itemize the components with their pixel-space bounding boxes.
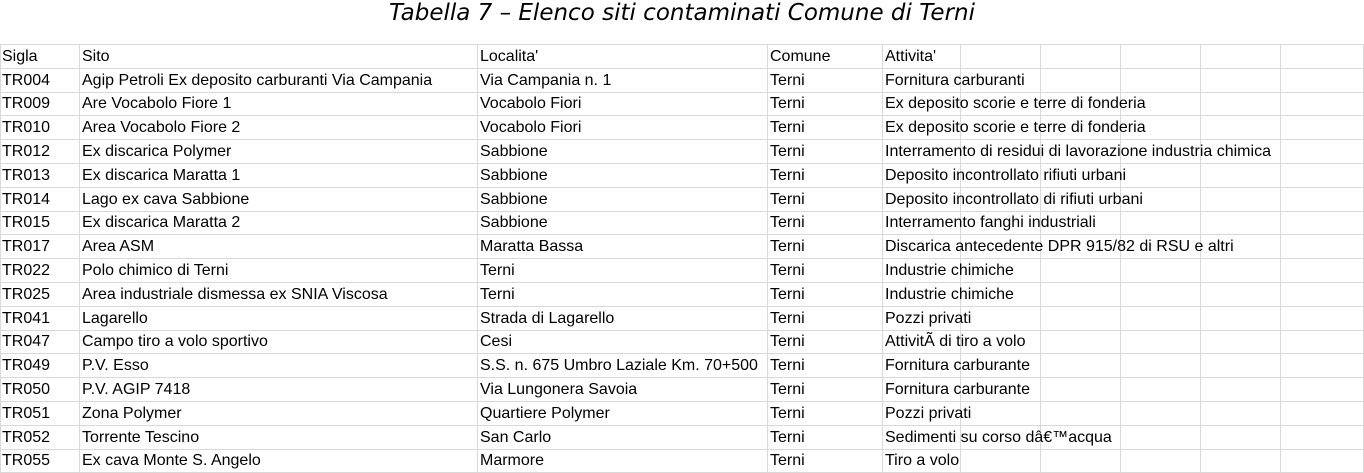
sito-cell[interactable]: P.V. AGIP 7418 bbox=[80, 378, 478, 402]
empty-cell[interactable] bbox=[1121, 68, 1201, 92]
localita-cell[interactable]: Maratta Bassa bbox=[478, 235, 768, 259]
empty-cell[interactable] bbox=[1281, 68, 1364, 92]
comune-cell[interactable]: Terni bbox=[768, 330, 883, 354]
empty-cell[interactable] bbox=[1201, 45, 1281, 69]
localita-cell[interactable]: Terni bbox=[478, 259, 768, 283]
table-row bbox=[1, 401, 1364, 425]
empty-cell[interactable] bbox=[1281, 306, 1364, 330]
table-row bbox=[1, 378, 1364, 402]
sigla-cell[interactable]: TR047 bbox=[1, 330, 80, 354]
table-row bbox=[1, 140, 1364, 164]
sito-cell[interactable]: Area ASM bbox=[80, 235, 478, 259]
comune-cell[interactable]: Terni bbox=[768, 187, 883, 211]
sito-cell[interactable]: Polo chimico di Terni bbox=[80, 259, 478, 283]
comune-cell[interactable]: Terni bbox=[768, 449, 883, 473]
table-row bbox=[1, 92, 1364, 116]
empty-cell[interactable] bbox=[1201, 259, 1281, 283]
empty-cell[interactable] bbox=[1041, 354, 1121, 378]
localita-cell[interactable]: Sabbione bbox=[478, 140, 768, 164]
sito-cell[interactable]: Ex discarica Polymer bbox=[80, 140, 478, 164]
empty-cell[interactable] bbox=[1281, 425, 1364, 449]
empty-cell[interactable] bbox=[1281, 187, 1364, 211]
comune-cell[interactable]: Terni bbox=[768, 282, 883, 306]
sigla-cell[interactable]: TR055 bbox=[1, 449, 80, 473]
empty-cell[interactable] bbox=[1041, 401, 1121, 425]
empty-cell[interactable] bbox=[1201, 449, 1281, 473]
empty-cell[interactable] bbox=[1281, 211, 1364, 235]
sito-cell[interactable]: Campo tiro a volo sportivo bbox=[80, 330, 478, 354]
table-title: Tabella 7 – Elenco siti contaminati Comune di Terni bbox=[388, 0, 976, 26]
sigla-cell[interactable]: TR025 bbox=[1, 282, 80, 306]
localita-cell[interactable]: Via Campania n. 1 bbox=[478, 68, 768, 92]
attivita-cell[interactable]: Fornitura carburante bbox=[883, 354, 961, 378]
table-row bbox=[1, 211, 1364, 235]
sigla-cell[interactable]: TR041 bbox=[1, 306, 80, 330]
sito-cell[interactable]: Area industriale dismessa ex SNIA Viscosa bbox=[80, 282, 478, 306]
localita-cell[interactable]: Marmore bbox=[478, 449, 768, 473]
empty-cell[interactable] bbox=[1201, 211, 1281, 235]
sigla-cell[interactable]: TR017 bbox=[1, 235, 80, 259]
localita-cell[interactable]: Localita' bbox=[478, 45, 768, 69]
sigla-cell[interactable]: TR015 bbox=[1, 211, 80, 235]
sito-cell[interactable]: Zona Polymer bbox=[80, 401, 478, 425]
empty-cell[interactable] bbox=[1201, 425, 1281, 449]
empty-cell[interactable] bbox=[1121, 449, 1201, 473]
attivita-cell[interactable]: Interramento fanghi industriali bbox=[883, 211, 961, 235]
comune-cell[interactable]: Terni bbox=[768, 92, 883, 116]
attivita-cell[interactable]: Sedimenti su corso dâ€™acqua bbox=[883, 425, 961, 449]
empty-cell[interactable] bbox=[1041, 68, 1121, 92]
comune-cell[interactable]: Terni bbox=[768, 211, 883, 235]
table-row bbox=[1, 259, 1364, 283]
attivita-cell[interactable]: Fornitura carburante bbox=[883, 378, 961, 402]
sito-cell[interactable]: Torrente Tescino bbox=[80, 425, 478, 449]
comune-cell[interactable]: Terni bbox=[768, 116, 883, 140]
comune-cell[interactable]: Terni bbox=[768, 354, 883, 378]
table-row bbox=[1, 330, 1364, 354]
localita-cell[interactable]: Cesi bbox=[478, 330, 768, 354]
empty-cell[interactable] bbox=[1041, 45, 1121, 69]
empty-cell[interactable] bbox=[1041, 259, 1121, 283]
sigla-cell[interactable]: TR014 bbox=[1, 187, 80, 211]
sigla-cell[interactable]: TR012 bbox=[1, 140, 80, 164]
sigla-cell[interactable]: TR049 bbox=[1, 354, 80, 378]
localita-cell[interactable]: Terni bbox=[478, 282, 768, 306]
comune-cell[interactable]: Terni bbox=[768, 259, 883, 283]
sito-cell[interactable]: Ex cava Monte S. Angelo bbox=[80, 449, 478, 473]
attivita-cell[interactable]: Pozzi privati bbox=[883, 401, 961, 425]
table-row bbox=[1, 235, 1364, 259]
table-row bbox=[1, 116, 1364, 140]
attivita-cell[interactable]: Deposito incontrollato rifiuti urbani bbox=[883, 163, 961, 187]
empty-cell[interactable] bbox=[1041, 282, 1121, 306]
empty-cell[interactable] bbox=[1121, 282, 1201, 306]
attivita-cell[interactable]: Pozzi privati bbox=[883, 306, 961, 330]
sigla-cell[interactable]: TR052 bbox=[1, 425, 80, 449]
empty-cell[interactable] bbox=[1041, 306, 1121, 330]
table-row bbox=[1, 306, 1364, 330]
sigla-cell[interactable]: Sigla bbox=[1, 45, 80, 69]
header-row bbox=[1, 45, 1364, 69]
empty-cell[interactable] bbox=[1121, 163, 1201, 187]
localita-cell[interactable]: Vocabolo Fiori bbox=[478, 116, 768, 140]
comune-cell[interactable]: Terni bbox=[768, 140, 883, 164]
empty-cell[interactable] bbox=[1121, 354, 1201, 378]
attivita-cell[interactable]: Ex deposito scorie e terre di fonderia bbox=[883, 116, 961, 140]
empty-cell[interactable] bbox=[1201, 116, 1281, 140]
comune-cell[interactable]: Terni bbox=[768, 401, 883, 425]
table-row bbox=[1, 449, 1364, 473]
table-row bbox=[1, 425, 1364, 449]
empty-cell[interactable] bbox=[1281, 330, 1364, 354]
empty-cell[interactable] bbox=[1041, 378, 1121, 402]
empty-cell[interactable] bbox=[1121, 306, 1201, 330]
empty-cell[interactable] bbox=[1121, 378, 1201, 402]
table-row bbox=[1, 68, 1364, 92]
empty-cell[interactable] bbox=[1201, 354, 1281, 378]
empty-cell[interactable] bbox=[1121, 401, 1201, 425]
sigla-cell[interactable]: TR022 bbox=[1, 259, 80, 283]
empty-cell[interactable] bbox=[1121, 425, 1201, 449]
empty-cell[interactable] bbox=[1281, 259, 1364, 283]
empty-cell[interactable] bbox=[1201, 92, 1281, 116]
comune-cell[interactable]: Terni bbox=[768, 163, 883, 187]
sigla-cell[interactable]: TR013 bbox=[1, 163, 80, 187]
empty-cell[interactable] bbox=[1041, 330, 1121, 354]
empty-cell[interactable] bbox=[961, 401, 1041, 425]
empty-cell[interactable] bbox=[1121, 330, 1201, 354]
comune-cell[interactable]: Terni bbox=[768, 378, 883, 402]
empty-cell[interactable] bbox=[1281, 92, 1364, 116]
comune-cell[interactable]: Terni bbox=[768, 235, 883, 259]
empty-cell[interactable] bbox=[1281, 401, 1364, 425]
attivita-cell[interactable]: Tiro a volo bbox=[883, 449, 961, 473]
attivita-cell[interactable]: Industrie chimiche bbox=[883, 282, 961, 306]
empty-cell[interactable] bbox=[1201, 306, 1281, 330]
comune-cell[interactable]: Terni bbox=[768, 425, 883, 449]
attivita-cell[interactable]: AttivitÃ di tiro a volo bbox=[883, 330, 961, 354]
table-row bbox=[1, 187, 1364, 211]
comune-cell[interactable]: Comune bbox=[768, 45, 883, 69]
empty-cell[interactable] bbox=[1121, 259, 1201, 283]
empty-cell[interactable] bbox=[1201, 68, 1281, 92]
localita-cell[interactable]: Sabbione bbox=[478, 163, 768, 187]
table-row bbox=[1, 354, 1364, 378]
empty-cell[interactable] bbox=[1281, 449, 1364, 473]
attivita-cell[interactable]: Ex deposito scorie e terre di fonderia bbox=[883, 92, 961, 116]
empty-cell[interactable] bbox=[1041, 449, 1121, 473]
empty-cell[interactable] bbox=[1201, 401, 1281, 425]
empty-cell[interactable] bbox=[1201, 187, 1281, 211]
empty-cell[interactable] bbox=[1281, 235, 1364, 259]
sito-cell[interactable]: Lago ex cava Sabbione bbox=[80, 187, 478, 211]
empty-cell[interactable] bbox=[1281, 354, 1364, 378]
attivita-cell[interactable]: Attivita' bbox=[883, 45, 961, 69]
localita-cell[interactable]: Quartiere Polymer bbox=[478, 401, 768, 425]
empty-cell[interactable] bbox=[1281, 45, 1364, 69]
sito-cell[interactable]: Lagarello bbox=[80, 306, 478, 330]
comune-cell[interactable]: Terni bbox=[768, 306, 883, 330]
sigla-cell[interactable]: TR051 bbox=[1, 401, 80, 425]
sito-cell[interactable]: Area Vocabolo Fiore 2 bbox=[80, 116, 478, 140]
sigla-cell[interactable]: TR004 bbox=[1, 68, 80, 92]
sito-cell[interactable]: Agip Petroli Ex deposito carburanti Via Campania bbox=[80, 68, 478, 92]
sito-cell[interactable]: Ex discarica Maratta 1 bbox=[80, 163, 478, 187]
localita-cell[interactable]: S.S. n. 675 Umbro Laziale Km. 70+500 bbox=[478, 354, 768, 378]
table-row bbox=[1, 282, 1364, 306]
empty-cell[interactable] bbox=[1201, 163, 1281, 187]
localita-cell[interactable]: Via Lungonera Savoia bbox=[478, 378, 768, 402]
localita-cell[interactable]: San Carlo bbox=[478, 425, 768, 449]
empty-cell[interactable] bbox=[1281, 116, 1364, 140]
empty-cell[interactable] bbox=[1121, 211, 1201, 235]
empty-cell[interactable] bbox=[961, 449, 1041, 473]
localita-cell[interactable]: Sabbione bbox=[478, 211, 768, 235]
sito-cell[interactable]: Sito bbox=[80, 45, 478, 69]
empty-cell[interactable] bbox=[1281, 378, 1364, 402]
sito-cell[interactable]: P.V. Esso bbox=[80, 354, 478, 378]
empty-cell[interactable] bbox=[1201, 378, 1281, 402]
empty-cell[interactable] bbox=[1201, 330, 1281, 354]
localita-cell[interactable]: Sabbione bbox=[478, 187, 768, 211]
empty-cell[interactable] bbox=[961, 45, 1041, 69]
empty-cell[interactable] bbox=[1281, 140, 1364, 164]
sigla-cell[interactable]: TR050 bbox=[1, 378, 80, 402]
table-row bbox=[1, 163, 1364, 187]
sito-cell[interactable]: Ex discarica Maratta 2 bbox=[80, 211, 478, 235]
empty-cell[interactable] bbox=[1201, 282, 1281, 306]
contaminated-sites-table bbox=[0, 44, 1364, 473]
attivita-cell[interactable]: Deposito incontrollato di rifiuti urbani bbox=[883, 187, 961, 211]
sito-cell[interactable]: Are Vocabolo Fiore 1 bbox=[80, 92, 478, 116]
attivita-cell[interactable]: Industrie chimiche bbox=[883, 259, 961, 283]
empty-cell[interactable] bbox=[961, 306, 1041, 330]
localita-cell[interactable]: Vocabolo Fiori bbox=[478, 92, 768, 116]
attivita-cell[interactable]: Discarica antecedente DPR 915/82 di RSU e altri bbox=[883, 235, 961, 259]
empty-cell[interactable] bbox=[1281, 282, 1364, 306]
sigla-cell[interactable]: TR010 bbox=[1, 116, 80, 140]
sigla-cell[interactable]: TR009 bbox=[1, 92, 80, 116]
empty-cell[interactable] bbox=[1121, 45, 1201, 69]
localita-cell[interactable]: Strada di Lagarello bbox=[478, 306, 768, 330]
empty-cell[interactable] bbox=[1281, 163, 1364, 187]
attivita-cell[interactable]: Fornitura carburanti bbox=[883, 68, 961, 92]
comune-cell[interactable]: Terni bbox=[768, 68, 883, 92]
attivita-cell[interactable]: Interramento di residui di lavorazione industria chimica bbox=[883, 140, 961, 164]
